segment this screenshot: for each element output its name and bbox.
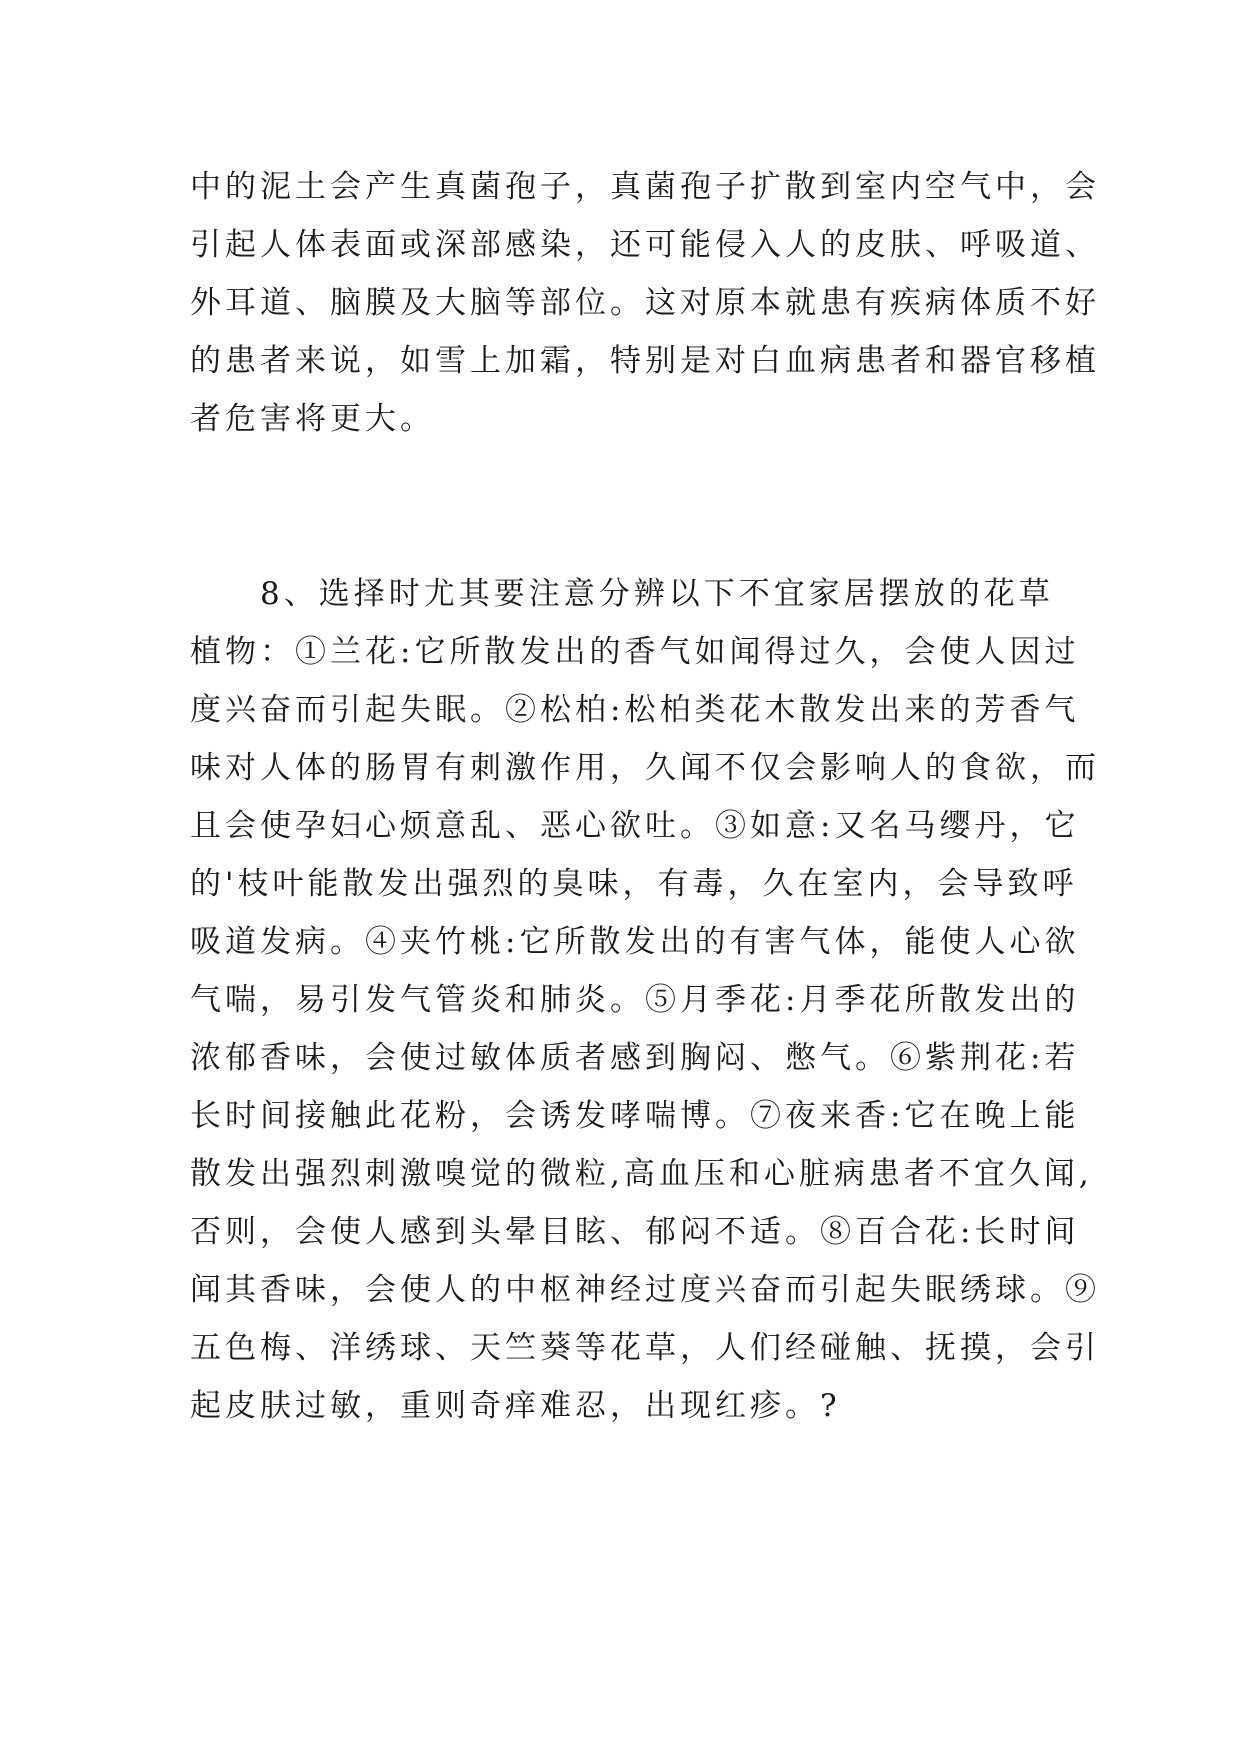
text-line: 外耳道、脑膜及大脑等部位。这对原本就患有疾病体质不好 [190,285,1100,321]
text-line: 中的泥土会产生真菌孢子，真菌孢子扩散到室内空气中，会 [190,169,1100,205]
text-line: 植物：①兰花:它所散发出的香气如闻得过久，会使人因过 [190,634,1080,670]
text-line: 味对人体的肠胃有刺激作用，久闻不仅会影响人的食欲，而 [190,750,1100,786]
text-line: 且会使孕妇心烦意乱、恶心欲吐。③如意:又名马缨丹，它 [190,808,1080,844]
text-line: 散发出强烈刺激嗅觉的微粒,高血压和心脏病患者不宜久闻, [190,1156,1093,1192]
text-line: 五色梅、洋绣球、天竺葵等花草，人们经碰触、抚摸，会引 [190,1330,1100,1366]
paragraph-fungal-spores [190,158,1100,448]
text-line: 否则，会使人感到头晕目眩、郁闷不适。⑧百合花:长时间 [190,1214,1080,1250]
text-line: 浓郁香味，会使过敏体质者感到胸闷、憋气。⑥紫荆花:若 [190,1040,1080,1076]
text-line: 闻其香味，会使人的中枢神经过度兴奋而引起失眠绣球。⑨ [190,1272,1100,1308]
text-line: 长时间接触此花粉，会诱发哮喘博。⑦夜来香:它在晚上能 [190,1098,1080,1134]
text-line: 的患者来说，如雪上加霜，特别是对白血病患者和器官移植 [190,343,1100,379]
text-line: 引起人体表面或深部感染，还可能侵入人的皮肤、呼吸道、 [190,227,1100,263]
text-line: 度兴奋而引起失眠。②松柏:松柏类花木散发出来的芳香气 [190,692,1080,728]
text-line: 的'枝叶能散发出强烈的臭味，有毒，久在室内，会导致呼 [190,866,1078,902]
text-line: 气喘，易引发气管炎和肺炎。⑤月季花:月季花所散发出的 [190,982,1080,1018]
text-line: 吸道发病。④夹竹桃:它所散发出的有害气体，能使人心欲 [190,924,1080,960]
paragraph-unsuitable-plants [190,565,1100,1435]
text-line: 者危害将更大。 [190,401,435,437]
text-line: 起皮肤过敏，重则奇痒难忍，出现红疹。? [190,1388,841,1424]
text-line: 8、选择时尤其要注意分辨以下不宜家居摆放的花草 [190,576,1054,612]
